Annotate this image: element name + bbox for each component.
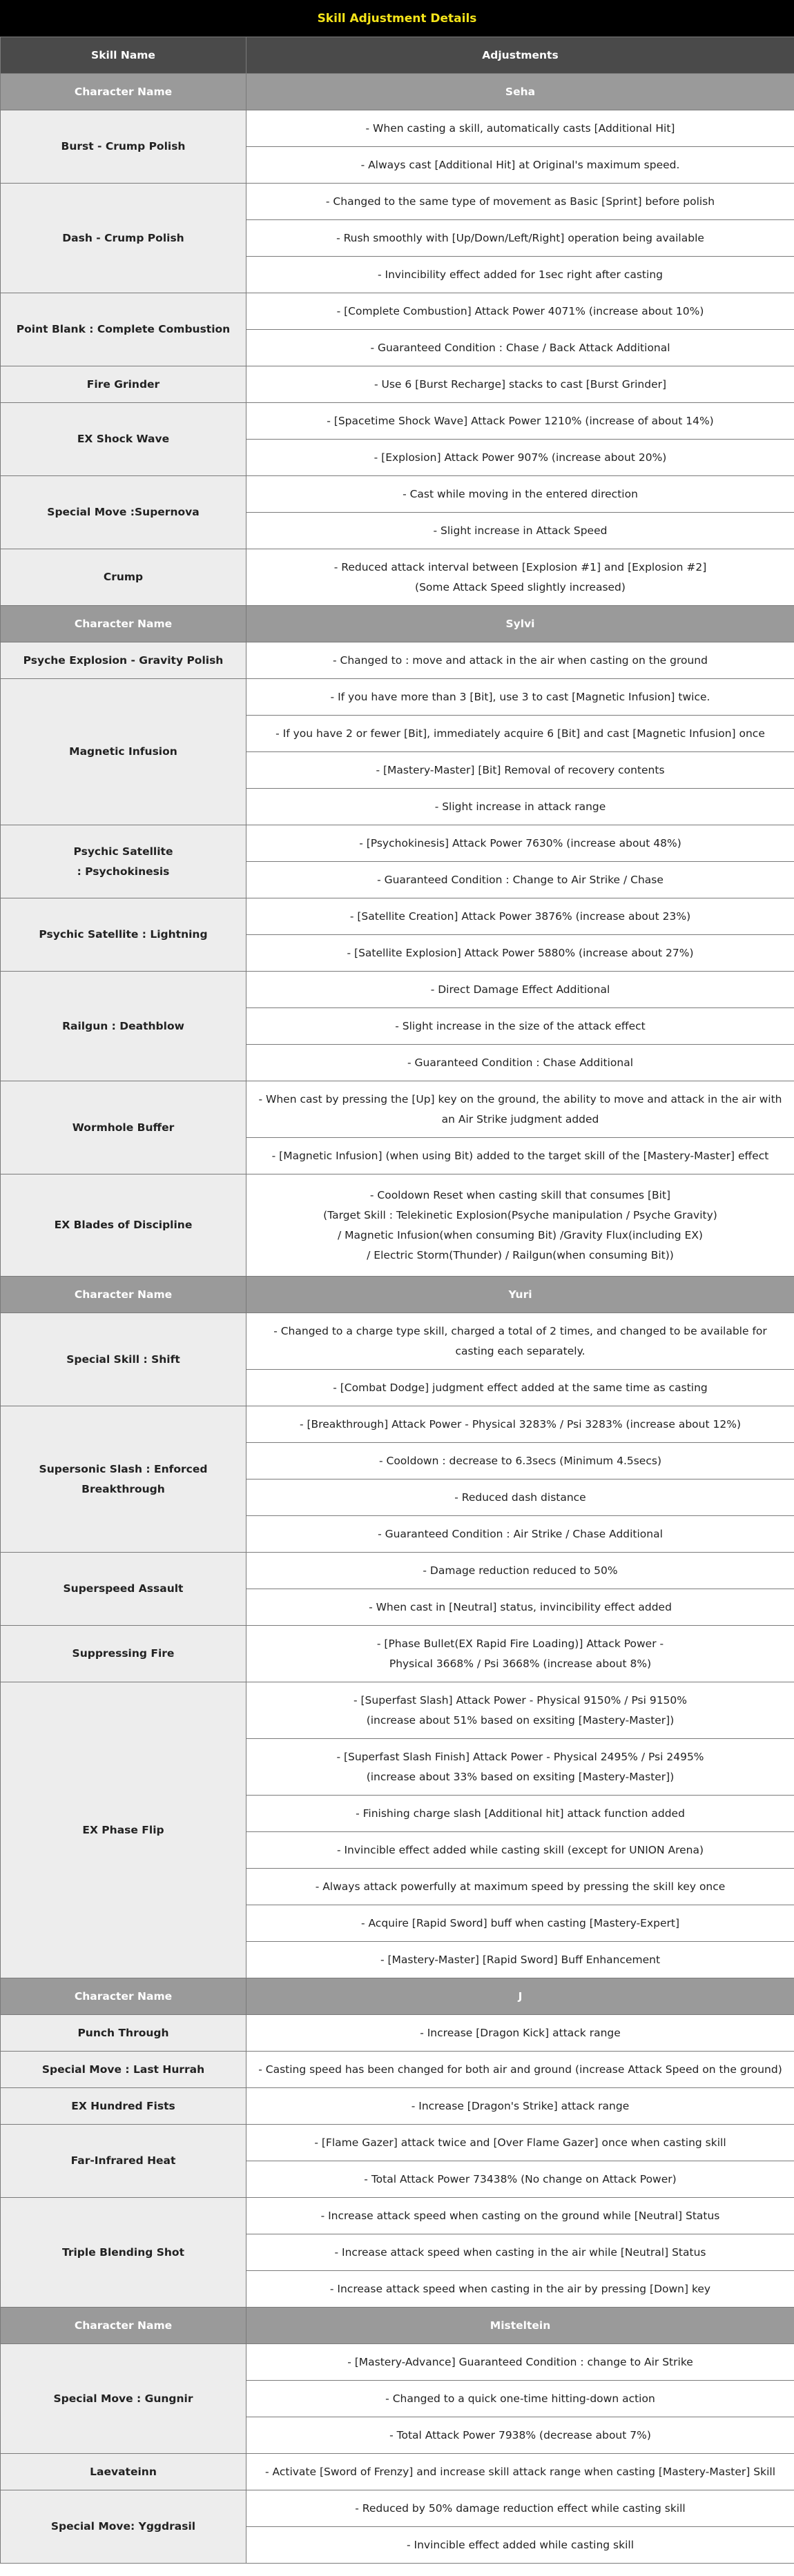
table-row: [1, 2125, 794, 2161]
adjustment-cell: - Changed to a charge type skill, charged a total of 2 times, and changed to be available for casting each separately.: [246, 1313, 794, 1370]
skill-name: Fire Grinder: [1, 366, 246, 403]
adjustment-cell: - Guaranteed Condition : Air Strike / Chase Additional: [246, 1516, 794, 1553]
table-row: [1, 898, 794, 935]
adjustment-cell: - If you have 2 or fewer [Bit], immediately acquire 6 [Bit] and cast [Magnetic Infusion] once: [246, 716, 794, 752]
skill-name: Far-Infrared Heat: [1, 2125, 246, 2198]
skill-name: Dash - Crump Polish: [1, 184, 246, 293]
adjustment-cell: - Total Attack Power 73438% (No change on Attack Power): [246, 2161, 794, 2198]
skill-name: Wormhole Buffer: [1, 1081, 246, 1174]
adjustment-cell: - Total Attack Power 7938% (decrease about 7%): [246, 2417, 794, 2454]
skill-name: Laevateinn: [1, 2454, 246, 2490]
adjustment-cell: - Activate [Sword of Frenzy] and increase skill attack range when casting [Mastery-Master] Skill: [246, 2454, 794, 2490]
adjustment-cell: - Slight increase in Attack Speed: [246, 513, 794, 549]
skill-name: Point Blank : Complete Combustion: [1, 293, 246, 366]
character-name: Seha: [246, 74, 794, 110]
table-row: [1, 403, 794, 440]
adjustment-cell: - [Magnetic Infusion] (when using Bit) added to the target skill of the [Mastery-Master] effect: [246, 1138, 794, 1174]
adjustment-cell: - Increase attack speed when casting in the air while [Neutral] Status: [246, 2234, 794, 2271]
character-row: [1, 2308, 794, 2344]
character-name-label: Character Name: [1, 1277, 246, 1313]
adjustment-cell: - [Satellite Creation] Attack Power 3876% (increase about 23%): [246, 898, 794, 935]
adjustment-cell: - [Superfast Slash] Attack Power - Physical 9150% / Psi 9150% (increase about 51% based on exsiting [Mastery-Master]): [246, 1682, 794, 1739]
adjustment-cell: - [Complete Combustion] Attack Power 4071% (increase about 10%): [246, 293, 794, 330]
character-name-label: Character Name: [1, 606, 246, 642]
adjustment-cell: - [Breakthrough] Attack Power - Physical 3283% / Psi 3283% (increase about 12%): [246, 1406, 794, 1443]
adjustment-cell: - Damage reduction reduced to 50%: [246, 1553, 794, 1589]
adjustment-cell: - [Superfast Slash Finish] Attack Power - Physical 2495% / Psi 2495% (increase about 33% based on exsiting [Mastery-Master]): [246, 1739, 794, 1796]
adjustment-cell: - Increase attack speed when casting on the ground while [Neutral] Status: [246, 2198, 794, 2234]
table-row: [1, 2015, 794, 2052]
table-row: [1, 825, 794, 862]
table-row: [1, 549, 794, 606]
character-name: Sylvi: [246, 606, 794, 642]
skill-name: EX Hundred Fists: [1, 2088, 246, 2125]
skill-name: Crump: [1, 549, 246, 606]
adjustment-cell: - [Spacetime Shock Wave] Attack Power 1210% (increase of about 14%): [246, 403, 794, 440]
skill-name: Superspeed Assault: [1, 1553, 246, 1626]
adjustment-cell: - [Mastery-Master] [Rapid Sword] Buff Enhancement: [246, 1942, 794, 1978]
skill-name: Triple Blending Shot: [1, 2198, 246, 2308]
adjustment-cell: - [Satellite Explosion] Attack Power 5880% (increase about 27%): [246, 935, 794, 972]
table-row: [1, 184, 794, 220]
adjustment-cell: - [Mastery-Master] [Bit] Removal of recovery contents: [246, 752, 794, 789]
character-name-label: Character Name: [1, 2308, 246, 2344]
adjustment-cell: - [Flame Gazer] attack twice and [Over Flame Gazer] once when casting skill: [246, 2125, 794, 2161]
adjustment-cell: - Guaranteed Condition : Chase Additional: [246, 1045, 794, 1081]
adjustment-cell: - [Phase Bullet(EX Rapid Fire Loading)] Attack Power - Physical 3668% / Psi 3668% (increase about 8%): [246, 1626, 794, 1682]
table-row: [1, 2490, 794, 2527]
table-row: [1, 642, 794, 679]
skill-name: EX Shock Wave: [1, 403, 246, 476]
table-row: [1, 1682, 794, 1739]
adjustment-cell: - Cooldown : decrease to 6.3secs (Minimum 4.5secs): [246, 1443, 794, 1479]
table-row: [1, 2052, 794, 2088]
table-row: [1, 1553, 794, 1589]
skill-name: Magnetic Infusion: [1, 679, 246, 825]
adjustment-cell: - Rush smoothly with [Up/Down/Left/Right] operation being available: [246, 220, 794, 257]
adjustment-cell: - Increase [Dragon Kick] attack range: [246, 2015, 794, 2052]
adjustment-cell: - Cast while moving in the entered direction: [246, 476, 794, 513]
skill-name: EX Phase Flip: [1, 1682, 246, 1978]
table-row: [1, 110, 794, 147]
skill-name: Special Move : Gungnir: [1, 2344, 246, 2454]
character-row: [1, 606, 794, 642]
table-row: [1, 293, 794, 330]
adjustment-cell: - Increase attack speed when casting in the air by pressing [Down] key: [246, 2271, 794, 2308]
adjustment-cell: - Reduced by 50% damage reduction effect while casting skill: [246, 2490, 794, 2527]
skill-name-header: Skill Name: [1, 37, 246, 74]
skill-adjustment-table: [0, 37, 794, 2564]
adjustment-cell: - Invincibility effect added for 1sec right after casting: [246, 257, 794, 293]
character-name: Yuri: [246, 1277, 794, 1313]
table-row: [1, 476, 794, 513]
adjustment-cell: - When casting a skill, automatically casts [Additional Hit]: [246, 110, 794, 147]
adjustment-cell: - Casting speed has been changed for both air and ground (increase Attack Speed on the ground): [246, 2052, 794, 2088]
adjustment-cell: - Slight increase in the size of the attack effect: [246, 1008, 794, 1045]
skill-name: Psychic Satellite : Psychokinesis: [1, 825, 246, 898]
table-row: [1, 1406, 794, 1443]
adjustment-cell: - Reduced dash distance: [246, 1479, 794, 1516]
adjustment-cell: - [Explosion] Attack Power 907% (increase about 20%): [246, 440, 794, 476]
adjustment-cell: - When cast in [Neutral] status, invincibility effect added: [246, 1589, 794, 1626]
adjustment-cell: - Changed to a quick one-time hitting-down action: [246, 2381, 794, 2417]
adjustment-cell: - Increase [Dragon's Strike] attack range: [246, 2088, 794, 2125]
character-name-label: Character Name: [1, 74, 246, 110]
adjustment-cell: - Cooldown Reset when casting skill that consumes [Bit] (Target Skill : Telekinetic Explosion(Psyche manipulation / Psyche Gravity) / Magnetic Infusion(when consuming Bit) /Gravity Flux(including EX) / Electric Storm(Thunder) / Railgun(when consuming Bit)): [246, 1174, 794, 1277]
page-title: Skill Adjustment Details: [0, 0, 794, 37]
adjustment-cell: - Invincible effect added while casting skill (except for UNION Arena): [246, 1832, 794, 1869]
adjustment-cell: - [Psychokinesis] Attack Power 7630% (increase about 48%): [246, 825, 794, 862]
adjustment-cell: - Always attack powerfully at maximum speed by pressing the skill key once: [246, 1869, 794, 1905]
skill-name: Psychic Satellite : Lightning: [1, 898, 246, 972]
character-row: [1, 74, 794, 110]
table-row: [1, 366, 794, 403]
skill-name: EX Blades of Discipline: [1, 1174, 246, 1277]
character-row: [1, 1277, 794, 1313]
table-row: [1, 2198, 794, 2234]
adjustment-cell: - Invincible effect added while casting skill: [246, 2527, 794, 2564]
skill-name: Special Move :Supernova: [1, 476, 246, 549]
table-row: [1, 679, 794, 716]
adjustment-cell: - [Combat Dodge] judgment effect added at the same time as casting: [246, 1370, 794, 1406]
adjustment-cell: - Guaranteed Condition : Change to Air Strike / Chase: [246, 862, 794, 898]
table-row: [1, 2088, 794, 2125]
character-name: J: [246, 1978, 794, 2015]
adjustment-cell: - [Mastery-Advance] Guaranteed Condition : change to Air Strike: [246, 2344, 794, 2381]
table-row: [1, 1081, 794, 1138]
adjustment-cell: - Finishing charge slash [Additional hit] attack function added: [246, 1796, 794, 1832]
adjustments-header: Adjustments: [246, 37, 794, 74]
skill-name: Burst - Crump Polish: [1, 110, 246, 184]
adjustment-cell: - Changed to the same type of movement as Basic [Sprint] before polish: [246, 184, 794, 220]
adjustment-cell: - When cast by pressing the [Up] key on the ground, the ability to move and attack in the air with an Air Strike judgment added: [246, 1081, 794, 1138]
adjustment-cell: - Always cast [Additional Hit] at Original's maximum speed.: [246, 147, 794, 184]
adjustment-cell: - Reduced attack interval between [Explosion #1] and [Explosion #2] (Some Attack Speed slightly increased): [246, 549, 794, 606]
adjustment-cell: - Changed to : move and attack in the air when casting on the ground: [246, 642, 794, 679]
skill-name: Special Move : Last Hurrah: [1, 2052, 246, 2088]
adjustment-cell: - Acquire [Rapid Sword] buff when casting [Mastery-Expert]: [246, 1905, 794, 1942]
table-row: [1, 1174, 794, 1277]
adjustment-cell: - Guaranteed Condition : Chase / Back Attack Additional: [246, 330, 794, 366]
skill-name: Special Move: Yggdrasil: [1, 2490, 246, 2564]
table-row: [1, 972, 794, 1008]
adjustment-cell: - Slight increase in attack range: [246, 789, 794, 825]
adjustment-cell: - If you have more than 3 [Bit], use 3 to cast [Magnetic Infusion] twice.: [246, 679, 794, 716]
table-row: [1, 2344, 794, 2381]
table-row: [1, 1313, 794, 1370]
skill-name: Special Skill : Shift: [1, 1313, 246, 1406]
table-body: [1, 37, 794, 2564]
skill-name: Psyche Explosion - Gravity Polish: [1, 642, 246, 679]
character-name: Misteltein: [246, 2308, 794, 2344]
skill-name: Punch Through: [1, 2015, 246, 2052]
table-row: [1, 2454, 794, 2490]
character-name-label: Character Name: [1, 1978, 246, 2015]
skill-name: Railgun : Deathblow: [1, 972, 246, 1081]
skill-name: Suppressing Fire: [1, 1626, 246, 1682]
adjustment-cell: - Direct Damage Effect Additional: [246, 972, 794, 1008]
skill-name: Supersonic Slash : Enforced Breakthrough: [1, 1406, 246, 1553]
table-header-row: [1, 37, 794, 74]
character-row: [1, 1978, 794, 2015]
adjustment-cell: - Use 6 [Burst Recharge] stacks to cast [Burst Grinder]: [246, 366, 794, 403]
table-row: [1, 1626, 794, 1682]
